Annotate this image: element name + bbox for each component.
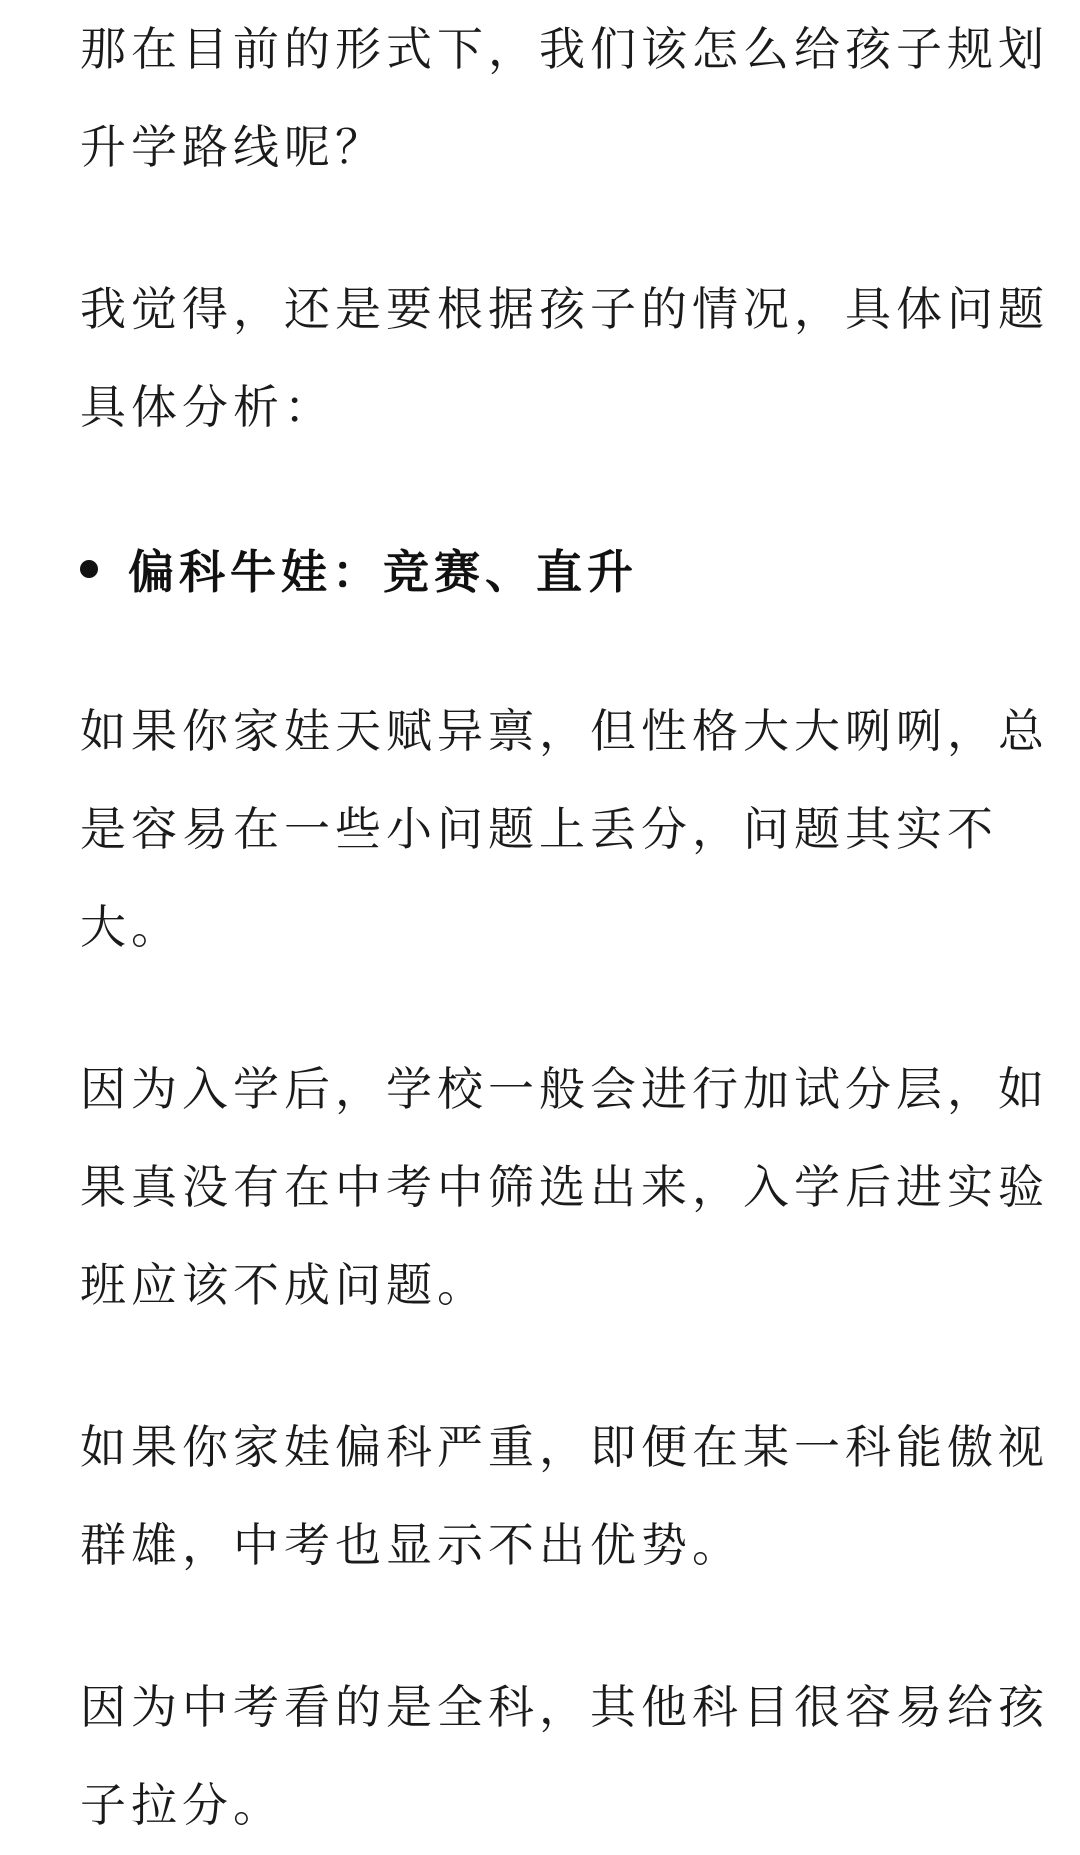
- paragraph-line: 子拉分。: [80, 1778, 284, 1832]
- paragraph-line: 班应该不成问题。: [80, 1258, 488, 1312]
- paragraph-6: [80, 1658, 1049, 1854]
- paragraph-line: 如果你家娃偏科严重，即便在某一科能傲视: [80, 1420, 1049, 1474]
- paragraph-line: 我觉得，还是要根据孩子的情况，具体问题: [80, 282, 1049, 336]
- paragraph-line: 具体分析：: [80, 380, 335, 434]
- bullet-dot-icon: [80, 560, 98, 578]
- bullet-heading-text: 偏科牛娃：竞赛、直升: [128, 545, 638, 599]
- paragraph-line: 因为入学后，学校一般会进行加试分层，如: [80, 1062, 1049, 1116]
- article-body: [80, 0, 1049, 1854]
- paragraph-line: 因为中考看的是全科，其他科目很容易给孩: [80, 1680, 1049, 1734]
- paragraph-line: 升学路线呢？: [80, 120, 386, 174]
- paragraph-4: [80, 1040, 1049, 1334]
- paragraph-1: [80, 0, 1049, 196]
- paragraph-3: [80, 682, 1049, 976]
- paragraph-line: 群雄，中考也显示不出优势。: [80, 1518, 743, 1572]
- paragraph-2: [80, 260, 1049, 456]
- bullet-heading: [80, 520, 1015, 618]
- paragraph-line: 大。: [80, 900, 182, 954]
- paragraph-line: 如果你家娃天赋异禀，但性格大大咧咧，总: [80, 704, 1049, 758]
- paragraph-line: 是容易在一些小问题上丢分，问题其实不: [80, 802, 998, 856]
- paragraph-line: 果真没有在中考中筛选出来，入学后进实验: [80, 1160, 1049, 1214]
- paragraph-5: [80, 1398, 1049, 1594]
- paragraph-line: 那在目前的形式下，我们该怎么给孩子规划: [80, 22, 1049, 76]
